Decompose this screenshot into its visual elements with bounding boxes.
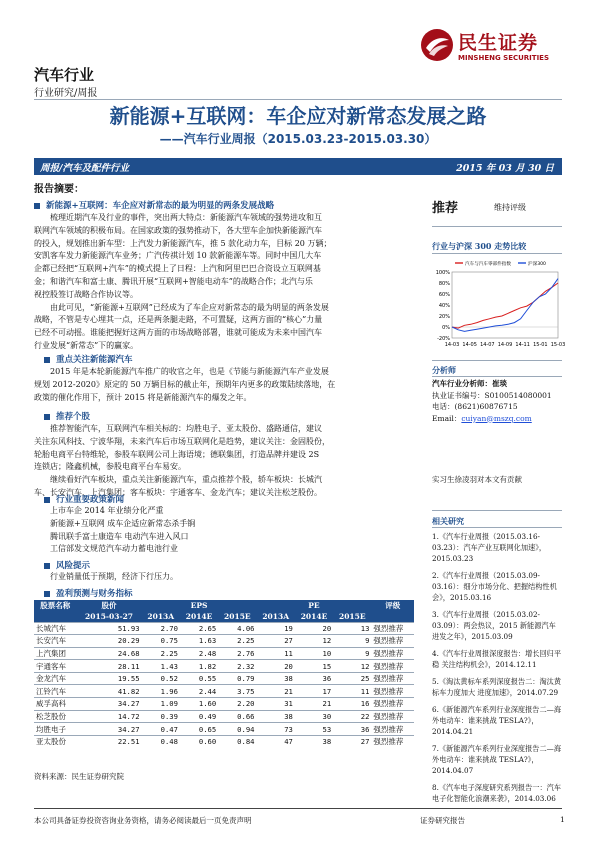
value-cell: 27 — [256, 635, 294, 648]
footer-divider — [34, 808, 562, 809]
value-cell: 12 — [295, 635, 333, 648]
body-line: 企都已经把“互联网+汽车”的模式提上了日程：上汽和阿里巴巴合资设立互联网基 — [34, 264, 321, 274]
value-cell: 0.55 — [180, 672, 218, 685]
report-date: 2015 年 03 月 30 日 — [456, 163, 554, 174]
related-report-title: 8.《汽车电子深度研究系列报告一：汽车电子化智能化浪潮来袭》， — [432, 783, 562, 803]
table-row — [34, 647, 414, 660]
report-subtitle: ——汽车行业周报（2015.03.23-2015.03.30） — [159, 132, 437, 146]
value-cell: 20 — [256, 660, 294, 673]
body-line: 行业销量低于预期，经济下行压力。 — [50, 572, 178, 581]
x-tick-label: 14-07 — [480, 342, 495, 348]
body-line: 安凯客车发力新能源汽车业务；广汽传祺计划 10 款新能源车等。同时中国几大车 — [34, 251, 322, 261]
analyst-key: Email： — [432, 413, 462, 423]
y-tick-label: 40% — [438, 303, 450, 309]
year-header: 2014E — [180, 611, 218, 622]
bullet-square-icon — [44, 563, 50, 569]
rating-cell: 强烈推荐 — [371, 685, 414, 698]
related-report-item[interactable] — [432, 531, 562, 564]
table-row — [34, 660, 414, 673]
x-tick-label: 14-03 — [444, 342, 460, 348]
value-cell: 73 — [256, 723, 294, 736]
value-cell: 51.93 — [77, 622, 142, 635]
table-header-row — [34, 611, 414, 622]
value-cell: 38 — [256, 672, 294, 685]
year-header: 2014E — [295, 611, 333, 622]
rating-cell: 强烈推荐 — [371, 723, 414, 736]
col-header-price: 股价 — [77, 600, 142, 611]
related-report-date: 2014.04.21 — [432, 727, 474, 736]
section-body — [34, 212, 331, 353]
value-cell: 36 — [295, 672, 333, 685]
table-row — [34, 622, 414, 635]
x-tick-label: 15-01 — [533, 342, 548, 348]
related-report-title: 3.《汽车行业周报（2015.03.02-03.09）：两会热议，2015 新能源汽车进发之年》， — [432, 610, 556, 641]
analyst-heading: 分析师 — [432, 365, 456, 375]
sidebar-divider — [432, 510, 562, 511]
category-label: 周报/汽车及配件行业 — [40, 163, 129, 174]
stock-name-cell: 长安汽车 — [34, 635, 77, 648]
related-report-date: 2015.03.16 — [449, 593, 492, 602]
stock-name-cell: 威孚高科 — [34, 698, 77, 711]
related-report-date: 2014.07.29 — [516, 688, 559, 697]
related-reports-list — [432, 531, 562, 810]
value-cell: 1.82 — [180, 660, 218, 673]
company-logo — [420, 26, 568, 70]
analyst-key: 执业证书编号： — [432, 390, 485, 400]
body-line: 车、长安汽车、上汽集团；客车板块：宇通客车、金龙汽车；建议关注松芝股份。 — [34, 487, 322, 497]
rating-cell: 强烈推荐 — [371, 735, 414, 748]
body-line: 关注东风科技、宁波华翔，未来汽车后市场互联网化是趋势，建议关注：金固股份， — [34, 436, 330, 446]
value-cell: 22.51 — [77, 735, 142, 748]
related-report-title: 2.《汽车行业周报（2015.03.09-03.16）：细分市场分化、把握结构性机会》， — [432, 571, 557, 602]
analyst-line — [432, 390, 552, 402]
body-line: 继续看好汽车板块，重点关注新能源汽车，重点推荐个股，轿车板块：长城汽 — [50, 475, 322, 485]
value-cell: 9 — [333, 635, 371, 648]
value-cell: 2.32 — [218, 660, 256, 673]
body-line: 行业发展“新常态”下的赢家。 — [34, 340, 139, 350]
price-date: 2015-03-27 — [77, 611, 142, 622]
related-report-title: 6.《新能源汽车系列行业深度报告二—海外电动车：谁来挑战 TESLA?》， — [432, 705, 562, 725]
analyst-key: 汽车行业分析师： — [432, 379, 492, 388]
value-cell: 38 — [256, 710, 294, 723]
value-cell: 28.11 — [77, 660, 142, 673]
logo-text-en: MINSHENG SECURITIES — [458, 54, 549, 62]
body-line: 2015 年是本轮新能源汽车推广的收官之年，也是《节能与新能源汽车产业发展 — [50, 367, 329, 376]
y-tick-label: -20% — [437, 336, 450, 342]
value-cell: 0.75 — [142, 635, 180, 648]
stock-name-cell: 长城汽车 — [34, 622, 77, 635]
value-cell: 21 — [256, 685, 294, 698]
plot-frame — [452, 272, 558, 338]
y-tick-label: 60% — [438, 292, 450, 298]
rating-cell: 强烈推荐 — [371, 647, 414, 660]
body-line: 战略，不管是专心埋其一点，还是两条腿走路，不可置疑，这两方面的“核心”力量 — [34, 315, 323, 325]
value-cell: 19 — [256, 622, 294, 635]
section-body — [34, 423, 330, 500]
value-cell: 22 — [333, 710, 371, 723]
related-report-item[interactable] — [432, 743, 562, 776]
value-cell: 11 — [256, 647, 294, 660]
rating-cell: 强烈推荐 — [371, 710, 414, 723]
col-header-eps: EPS — [142, 600, 257, 611]
table-row — [34, 723, 414, 736]
value-cell: 0.65 — [180, 723, 218, 736]
value-cell: 1.09 — [142, 698, 180, 711]
bullet-square-icon — [44, 497, 50, 503]
value-cell: 38 — [295, 735, 333, 748]
table-row — [34, 735, 414, 748]
related-report-date: 2014.04.07 — [432, 766, 474, 775]
table-row — [34, 672, 414, 685]
body-line: 已经不可动摇。谁能把握好这两方面的市场战略部署，谁就可能成为未来中国汽车 — [34, 328, 322, 338]
value-cell: 0.52 — [142, 672, 180, 685]
section-heading — [44, 587, 133, 599]
table-row — [34, 635, 414, 648]
stock-name-cell: 均胜电子 — [34, 723, 77, 736]
year-header: 2015E — [333, 611, 371, 622]
value-cell: 1.60 — [180, 698, 218, 711]
logo-text-cn: 民生证券 — [458, 32, 539, 54]
section-heading-text: 盈利预测与财务指标 — [56, 589, 133, 599]
body-line: 由此可见，“新能源+互联网”已经成为了车企应对新常态的最为明显的两条发展 — [50, 302, 329, 312]
related-report-item[interactable] — [432, 570, 562, 603]
analyst-line — [432, 401, 552, 413]
section-heading-text: 推荐个股 — [56, 412, 91, 422]
value-cell: 0.66 — [218, 710, 256, 723]
value-cell: 20.29 — [77, 635, 142, 648]
value-cell: 14.72 — [77, 710, 142, 723]
year-header: 2013A — [256, 611, 294, 622]
analyst-value: 崔琰 — [492, 379, 507, 388]
analyst-key: 电话： — [432, 402, 455, 411]
related-report-title: 7.《新能源汽车系列行业深度报告二—海外电动车：谁来挑战 TESLA?》， — [432, 744, 562, 764]
rating-cell: 强烈推荐 — [371, 622, 414, 635]
sidebar-divider — [432, 376, 562, 377]
stock-name-cell: 宇通客车 — [34, 660, 77, 673]
legend-label: 沪深300 — [528, 262, 546, 267]
body-line: 工信部发文规范汽车动力蓄电池行业 — [50, 544, 178, 554]
related-report-date: 2014.12.11 — [495, 660, 537, 669]
section-heading — [44, 559, 90, 571]
table-source: 资料来源：民生证券研究院 — [34, 772, 124, 781]
value-cell: 0.39 — [142, 710, 180, 723]
value-cell: 2.25 — [218, 635, 256, 648]
rating-cell: 强烈推荐 — [371, 698, 414, 711]
value-cell: 34.27 — [77, 723, 142, 736]
related-report-title: 1.《汽车行业周报（2015.03.16-03.23）：汽车产业互联网化加速》， — [432, 532, 547, 552]
sidebar-divider — [432, 360, 562, 361]
summary-heading: 报告摘要： — [34, 184, 84, 195]
value-cell: 2.44 — [180, 685, 218, 698]
y-tick-label: 20% — [438, 314, 450, 320]
chart-heading: 行业与沪深 300 走势比较 — [432, 241, 527, 251]
section-body — [50, 571, 178, 584]
related-report-title: 5.《淘汰黄标车系列深度报告二：淘汰黄标车力度加大 进度加速》， — [432, 677, 562, 697]
value-cell: 2.25 — [142, 647, 180, 660]
value-cell: 2.48 — [180, 647, 218, 660]
value-cell: 47 — [256, 735, 294, 748]
value-cell: 25 — [333, 672, 371, 685]
series-line — [452, 279, 558, 332]
section-body — [34, 366, 335, 404]
value-cell: 16 — [333, 698, 371, 711]
year-header: 2013A — [142, 611, 180, 622]
x-tick-label: 14-09 — [497, 342, 513, 348]
analyst-value: (8621)60876715 — [454, 402, 518, 411]
bullet-square-icon — [44, 591, 50, 597]
bullet-square-icon — [34, 203, 40, 209]
value-cell: 36 — [333, 723, 371, 736]
body-line: 金；和谐汽车和富士康、腾讯开展“互联网+智能电动车”的战略合作；北汽与乐 — [34, 276, 313, 286]
related-report-title: 4.《汽车行业周报深度报告：增长回归平稳 关注结构机会》， — [432, 649, 562, 669]
related-report-date: 2014.03.06 — [514, 794, 556, 803]
reports-heading: 相关研究 — [432, 516, 464, 526]
value-cell: 24.68 — [77, 647, 142, 660]
body-line: 规划 2012-2020》原定的 50 万辆目标的截止年，预期年内更多的政策陆续落地，在 — [34, 379, 336, 389]
rating-cell: 强烈推荐 — [371, 672, 414, 685]
year-header: 2015E — [218, 611, 256, 622]
body-line: 视控股签订战略合作协议等。 — [34, 289, 138, 299]
value-cell: 53 — [295, 723, 333, 736]
value-cell: 0.79 — [218, 672, 256, 685]
category-bar — [34, 158, 562, 175]
legend-label: 汽车与汽车零部件指数 — [465, 262, 511, 267]
body-line: 连锁店；隆鑫机械，参股电商平台车易安。 — [34, 462, 186, 472]
value-cell: 0.47 — [142, 723, 180, 736]
section-heading — [44, 410, 90, 422]
x-tick-label: 15-03 — [550, 342, 566, 348]
value-cell: 20 — [295, 622, 333, 635]
value-cell: 0.60 — [180, 735, 218, 748]
value-cell: 19.55 — [77, 672, 142, 685]
bullet-square-icon — [44, 357, 50, 363]
value-cell: 13 — [333, 622, 371, 635]
col-header-pe: PE — [256, 600, 371, 611]
rating-label: 推荐 — [432, 201, 459, 216]
analyst-line — [432, 378, 552, 390]
stock-name-cell: 亚太股份 — [34, 735, 77, 748]
sidebar-divider — [432, 527, 562, 528]
stock-name-cell: 上汽集团 — [34, 647, 77, 660]
value-cell: 1.96 — [142, 685, 180, 698]
performance-chart — [432, 256, 566, 352]
intern-note: 实习生徐凌羽对本文有贡献 — [432, 475, 522, 484]
value-cell: 9 — [333, 647, 371, 660]
value-cell: 1.63 — [180, 635, 218, 648]
rating-cell: 强烈推荐 — [371, 635, 414, 648]
body-line: 政策的催化作用下，预计 2015 将是新能源汽车的爆发之年。 — [34, 392, 252, 402]
x-tick-label: 14-11 — [515, 342, 530, 348]
x-tick-label: 14-05 — [462, 342, 477, 348]
section-heading-text: 重点关注新能源汽车 — [56, 355, 133, 365]
body-line: 推荐智能汽车，互联网汽车相关标的：均胜电子、亚太股份、盛路通信，建议 — [50, 424, 322, 433]
analyst-info — [432, 378, 552, 424]
value-cell: 41.82 — [77, 685, 142, 698]
section-heading — [44, 493, 124, 505]
rating-cell: 强烈推荐 — [371, 660, 414, 673]
related-report-item[interactable] — [432, 676, 562, 698]
table-header-row — [34, 600, 414, 611]
value-cell: 34.27 — [77, 698, 142, 711]
report-title: 新能源+互联网：车企应对新常态发展之路 — [109, 104, 487, 128]
analyst-email-link[interactable]: cuiyan@mszq.com — [461, 413, 532, 423]
report-type: 行业研究/周报 — [34, 88, 98, 99]
y-tick-label: 100% — [435, 270, 450, 276]
value-cell: 10 — [295, 647, 333, 660]
section-heading-text: 风险提示 — [56, 561, 91, 571]
value-cell: 0.94 — [218, 723, 256, 736]
industry-label: 汽车行业 — [34, 66, 95, 84]
value-cell: 0.48 — [142, 735, 180, 748]
value-cell: 11 — [333, 685, 371, 698]
section-heading-text: 新能源+互联网：车企应对新常态的最为明显的两条发展战略 — [46, 201, 275, 211]
earnings-table — [34, 600, 414, 748]
body-line: 上市车企 2014 年业绩分化严重 — [50, 506, 164, 515]
related-report-date: 2015.03.23 — [432, 554, 474, 563]
body-line: 梳理近期汽车及行业的事件，突出两大特点：新能源汽车领域的强势进攻和互 — [50, 213, 322, 222]
value-cell: 0.49 — [180, 710, 218, 723]
related-report-item[interactable] — [432, 704, 562, 737]
value-cell: 2.65 — [180, 622, 218, 635]
stock-name-cell: 金龙汽车 — [34, 672, 77, 685]
minsheng-logo-icon — [420, 28, 454, 62]
body-line: 的投入，规划推出新车型：上汽发力新能源汽车，推 5 款化动力车，目标 20 万辆； — [34, 238, 332, 248]
value-cell: 21 — [295, 698, 333, 711]
sidebar-divider — [432, 226, 562, 227]
value-cell: 31 — [256, 698, 294, 711]
y-tick-label: 80% — [438, 281, 450, 287]
col-header-rating: 评级 — [371, 600, 414, 611]
stock-name-cell: 松芝股份 — [34, 710, 77, 723]
value-cell: 0.84 — [218, 735, 256, 748]
series-line — [452, 283, 558, 328]
related-report-date: 2015.03.09 — [471, 632, 513, 641]
body-line: 新能源+互联网 成车企适应新常态杀手锏 — [50, 518, 196, 528]
body-line: 联网汽车领域的积极布局。在国家政策的强势推动下，各大型车企加快新能源汽车 — [34, 225, 322, 235]
y-tick-label: 0% — [442, 325, 450, 331]
value-cell: 17 — [295, 685, 333, 698]
rating-sub: 维持评级 — [494, 203, 526, 212]
blank-cell — [34, 611, 77, 622]
stock-name-cell: 江铃汽车 — [34, 685, 77, 698]
table-row — [34, 685, 414, 698]
body-line: 腾讯联手富士康造车 电动汽车进入风口 — [50, 531, 189, 541]
body-line: 轮胎电商平台特维轮，参股车联网公司上海语境；德联集团，打造品牌并建设 2S — [34, 449, 320, 459]
value-cell: 2.20 — [218, 698, 256, 711]
value-cell: 2.76 — [218, 647, 256, 660]
related-report-item[interactable] — [432, 648, 562, 670]
value-cell: 12 — [333, 660, 371, 673]
sidebar-divider — [432, 253, 562, 254]
value-cell: 2.70 — [142, 622, 180, 635]
value-cell: 3.75 — [218, 685, 256, 698]
value-cell: 15 — [295, 660, 333, 673]
bullet-square-icon — [44, 414, 50, 420]
footer-disclaimer: 本公司具备证券投资咨询业务资格，请务必阅读最后一页免责声明 — [34, 816, 252, 825]
analyst-line — [432, 413, 552, 425]
section-body — [50, 505, 195, 556]
section-heading — [44, 353, 133, 365]
table-row — [34, 698, 414, 711]
section-heading-text: 行业重要政策新闻 — [56, 495, 125, 505]
analyst-value: S0100514080001 — [484, 390, 552, 400]
table-row — [34, 710, 414, 723]
blank-cell — [371, 611, 414, 622]
related-report-item[interactable] — [432, 782, 562, 804]
value-cell: 1.43 — [142, 660, 180, 673]
value-cell: 30 — [295, 710, 333, 723]
footer-doc-type: 证券研究报告 — [420, 816, 465, 825]
related-report-item[interactable] — [432, 609, 562, 642]
col-header-name: 股票名称 — [34, 600, 77, 611]
value-cell: 27 — [333, 735, 371, 748]
table-body — [34, 622, 414, 748]
section-heading — [34, 199, 274, 211]
value-cell: 4.06 — [218, 622, 256, 635]
page-number: 1 — [560, 815, 565, 824]
